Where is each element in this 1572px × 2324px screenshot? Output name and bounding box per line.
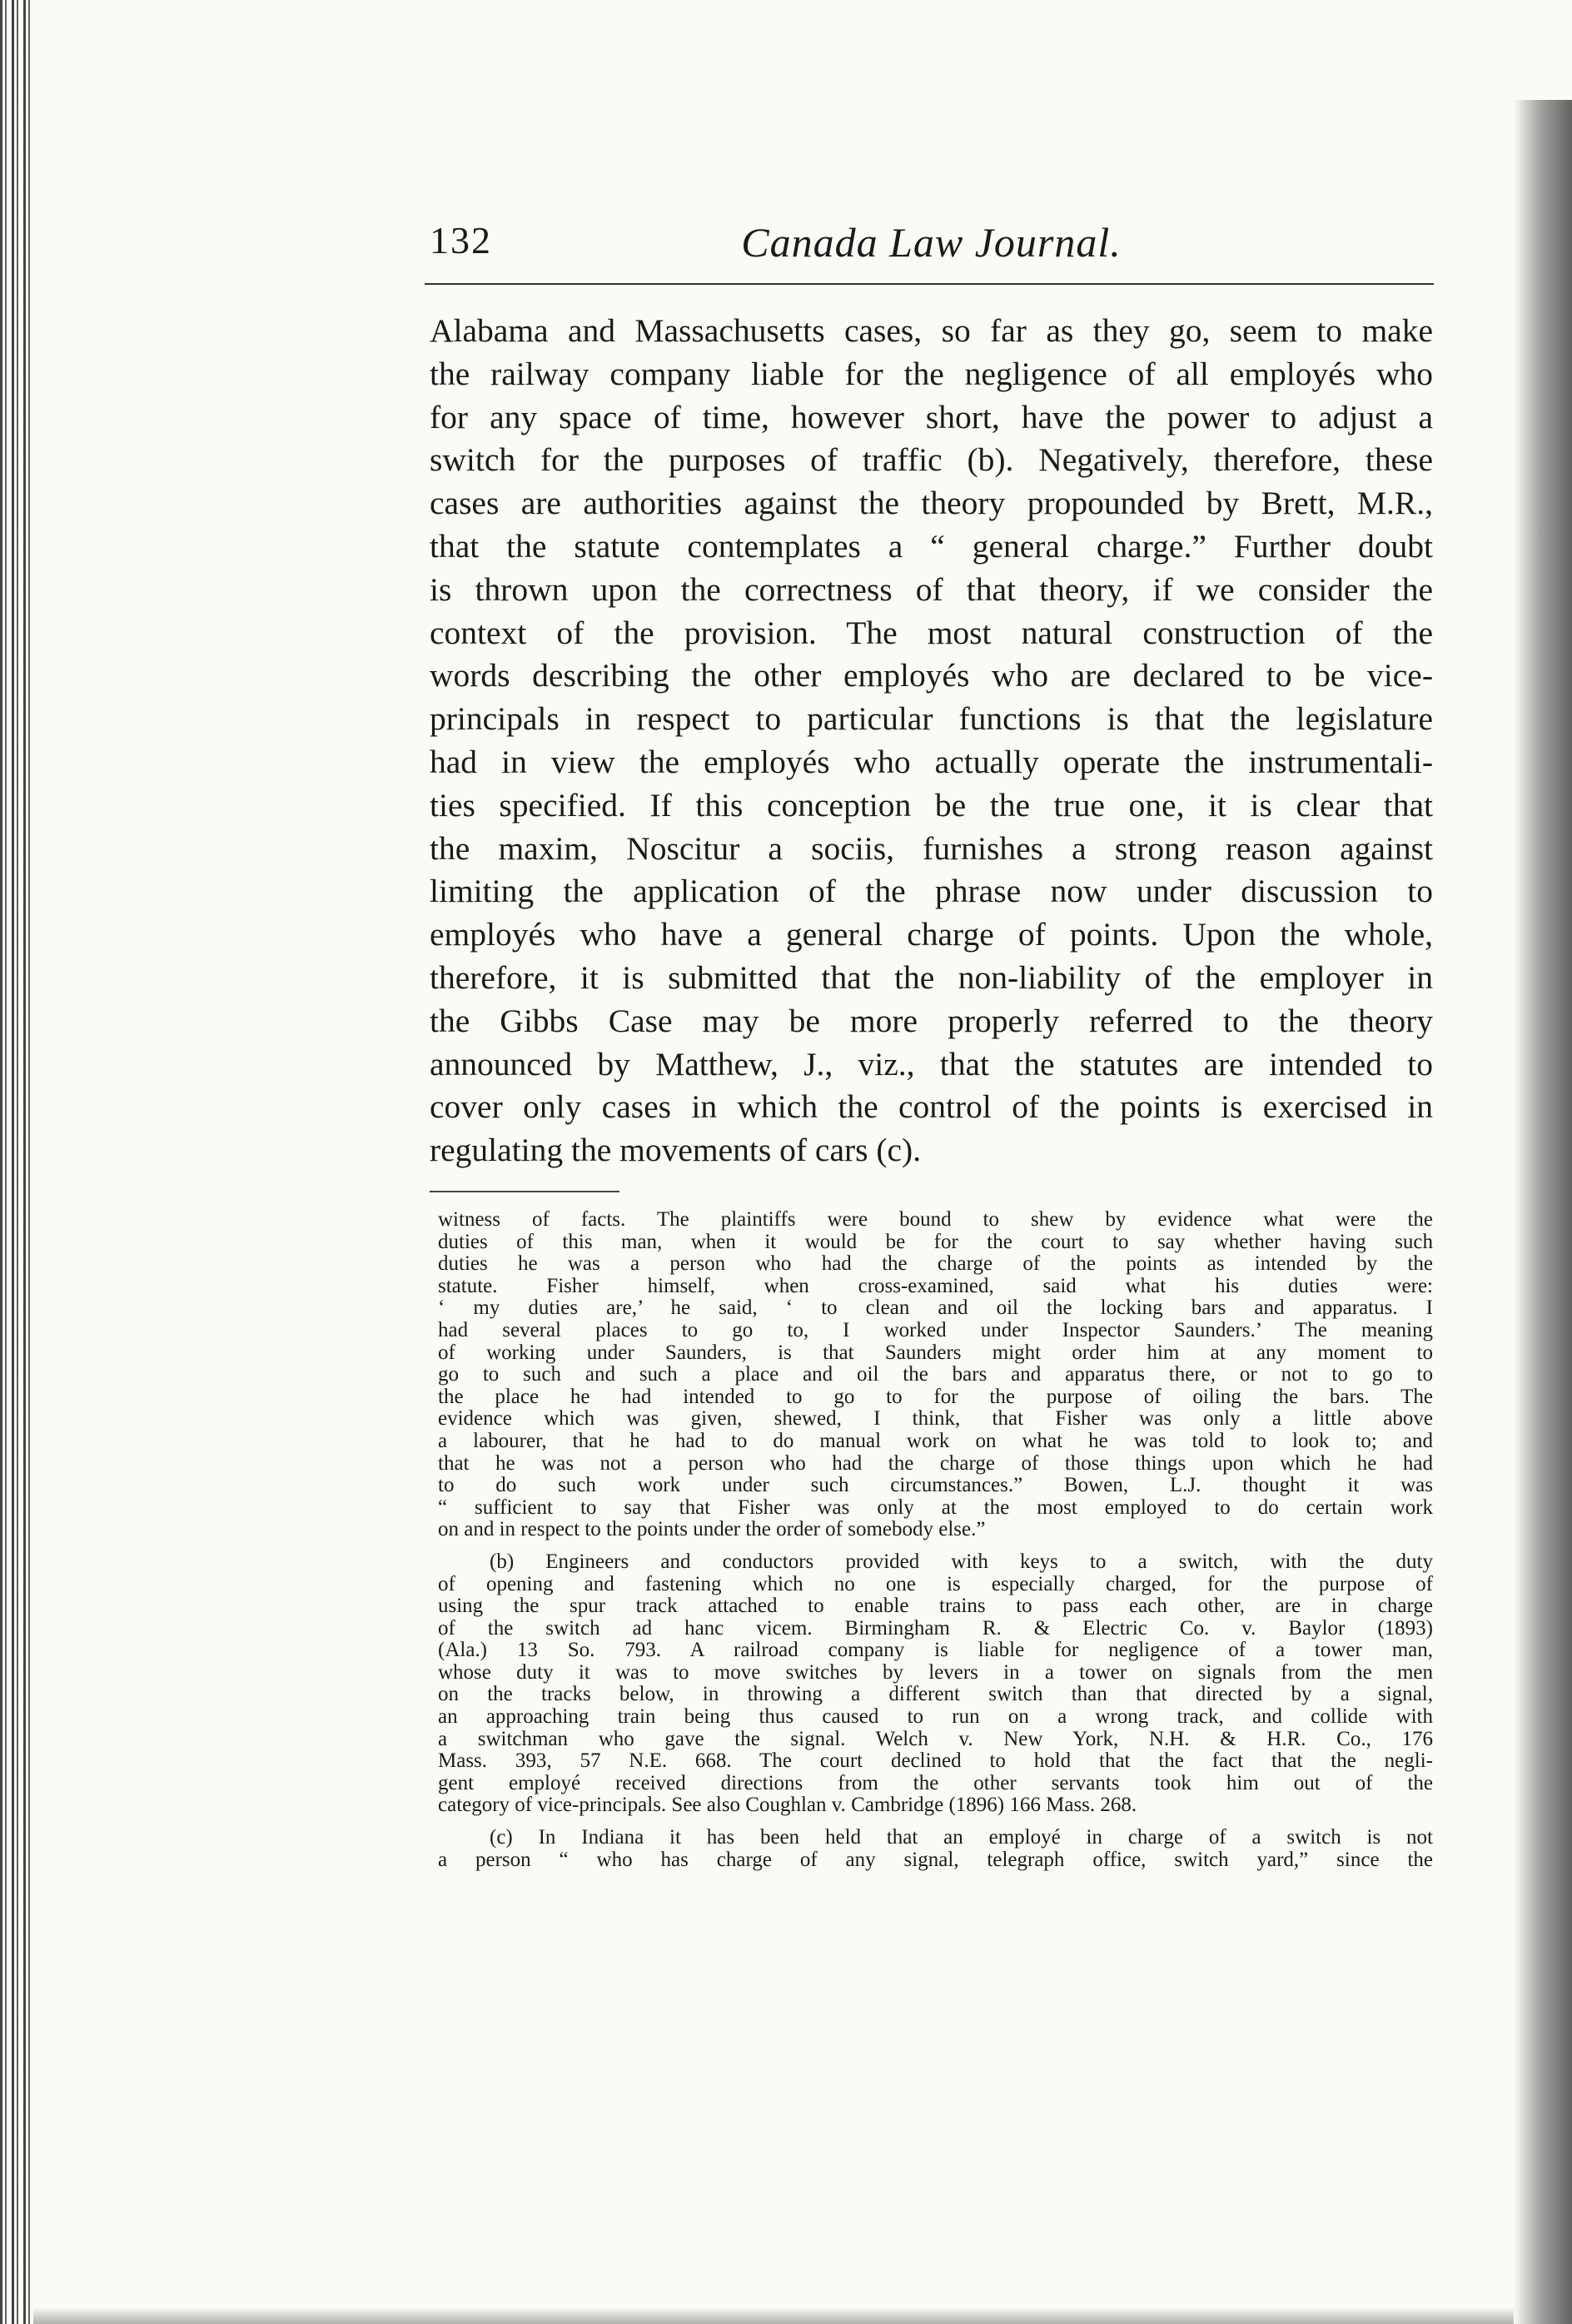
footnote-line: the place he had intended to go to for the purpose of oiling the bars. The — [438, 1385, 1433, 1408]
footnote-line: go to such and such a place and oil the bars and apparatus there, or not to go to — [438, 1363, 1433, 1386]
footnotes — [438, 1209, 1433, 1871]
body-line: principals in respect to particular functions is that the legislature — [430, 700, 1433, 738]
footnote-b — [438, 1551, 1433, 1817]
body-line: regulating the movements of cars (c). — [430, 1132, 922, 1169]
body-line: the Gibbs Case may be more properly referred to the theory — [430, 1002, 1433, 1039]
footnote-line: witness of facts. The plaintiffs were bound to shew by evidence what were the — [438, 1208, 1433, 1231]
footnote-line: a switchman who gave the signal. Welch v. New York, N.H. & H.R. Co., 176 — [438, 1727, 1433, 1750]
footnote-line: “ sufficient to say that Fisher was only at the most employed to do certain work — [438, 1495, 1433, 1519]
body-line: words describing the other employés who are declared to be vice- — [430, 657, 1433, 694]
body-line: therefore, it is submitted that the non-liability of the employer in — [430, 958, 1433, 996]
body-line: switch for the purposes of traffic (b). Negatively, therefore, these — [430, 441, 1433, 479]
footnote-line: using the spur track attached to enable trains to pass each other, are in charge — [438, 1595, 1433, 1618]
body-line: the maxim, Noscitur a sociis, furnishes a strong reason against — [430, 829, 1433, 867]
body-text — [430, 310, 1433, 1172]
page-bottom-shadow — [33, 2307, 1514, 2324]
body-line: cases are authorities against the theory propounded by Brett, M.R., — [430, 485, 1433, 522]
footnote-line: a labourer, that he had to do manual work on what he was told to look to; and — [438, 1429, 1433, 1452]
body-line: limiting the application of the phrase now under discussion to — [430, 873, 1433, 910]
footnote-line: of the switch ad hanc vicem. Birmingham R. & Electric Co. v. Baylor (1893) — [438, 1616, 1433, 1640]
body-line: the railway company liable for the negligence of all employés who — [430, 355, 1433, 392]
body-line: employés who have a general charge of points. Upon the whole, — [430, 916, 1433, 953]
page-edge-shadow — [1514, 100, 1572, 2324]
footnote-separator — [430, 1191, 619, 1192]
footnote-line: (b) Engineers and conductors provided with keys to a switch, with the duty — [490, 1550, 1433, 1573]
body-line: cover only cases in which the control of the points is exercised in — [430, 1088, 1433, 1126]
footnote-line: an approaching train being thus caused to run on a wrong track, and collide with — [438, 1705, 1433, 1729]
footnote-line: that he was not a person who had the charge of those things upon which he had — [438, 1451, 1433, 1475]
journal-title: Canada Law Journal. — [741, 219, 1122, 266]
running-header — [430, 218, 1433, 285]
body-line: context of the provision. The most natural construction of the — [430, 614, 1433, 651]
footnote-line: ‘ my duties are,’ he said, ‘ to clean and oil the locking bars and apparatus. I — [438, 1296, 1433, 1320]
footnote-line: (Ala.) 13 So. 793. A railroad company is liable for negligence of a tower man, — [438, 1639, 1433, 1662]
footnote-line: (c) In Indiana it has been held that an employé in charge of a switch is not — [490, 1826, 1433, 1849]
footnote-line: on the tracks below, in throwing a different switch than that directed by a signal, — [438, 1683, 1433, 1706]
footnote-line: statute. Fisher himself, when cross-examined, said what his duties were: — [438, 1274, 1433, 1297]
footnote-line: duties of this man, when it would be for the court to say whether having such — [438, 1230, 1433, 1253]
body-line: is thrown upon the correctness of that theory, if we consider the — [430, 570, 1433, 608]
footnote-continuation — [438, 1209, 1433, 1541]
body-line: ties specified. If this conception be the true one, it is clear that — [430, 786, 1433, 824]
footnote-line: a person “ who has charge of any signal, telegraph office, switch yard,” since the — [438, 1848, 1433, 1871]
footnote-line: whose duty it was to move switches by levers in a tower on signals from the men — [438, 1660, 1433, 1684]
page-number: 132 — [430, 219, 492, 261]
footnote-line: evidence which was given, shewed, I think, that Fisher was only a little above — [438, 1407, 1433, 1431]
footnote-line: had several places to go to, I worked under Inspector Saunders.’ The meaning — [438, 1318, 1433, 1341]
footnote-line: of opening and fastening which no one is especially charged, for the purpose of — [438, 1572, 1433, 1595]
footnote-line: on and in respect to the points under the order of somebody else.” — [438, 1518, 986, 1541]
binding-edge — [0, 0, 33, 2324]
footnote-line: Mass. 393, 57 N.E. 668. The court declined to hold that the fact that the negli- — [438, 1749, 1433, 1773]
footnote-line: duties he was a person who had the charge of the points as intended by the — [438, 1252, 1433, 1276]
body-line: Alabama and Massachusetts cases, so far as they go, seem to make — [430, 312, 1433, 349]
body-line: that the statute contemplates a “ general charge.” Further doubt — [430, 527, 1433, 565]
footnote-c — [438, 1827, 1433, 1871]
footnote-line: to do such work under such circumstances.” Bowen, L.J. thought it was — [438, 1474, 1433, 1497]
footnote-line: category of vice-principals. See also Coughlan v. Cambridge (1896) 166 Mass. 268. — [438, 1794, 1137, 1817]
body-line: announced by Matthew, J., viz., that the statutes are intended to — [430, 1045, 1433, 1082]
header-rule — [425, 283, 1434, 285]
footnote-line: of working under Saunders, is that Saunders might order him at any moment to — [438, 1341, 1433, 1364]
footnote-line: gent employé received directions from the other servants took him out of the — [438, 1771, 1433, 1794]
body-line: had in view the employés who actually operate the instrumentali- — [430, 743, 1433, 780]
body-line: for any space of time, however short, have the power to adjust a — [430, 398, 1433, 435]
